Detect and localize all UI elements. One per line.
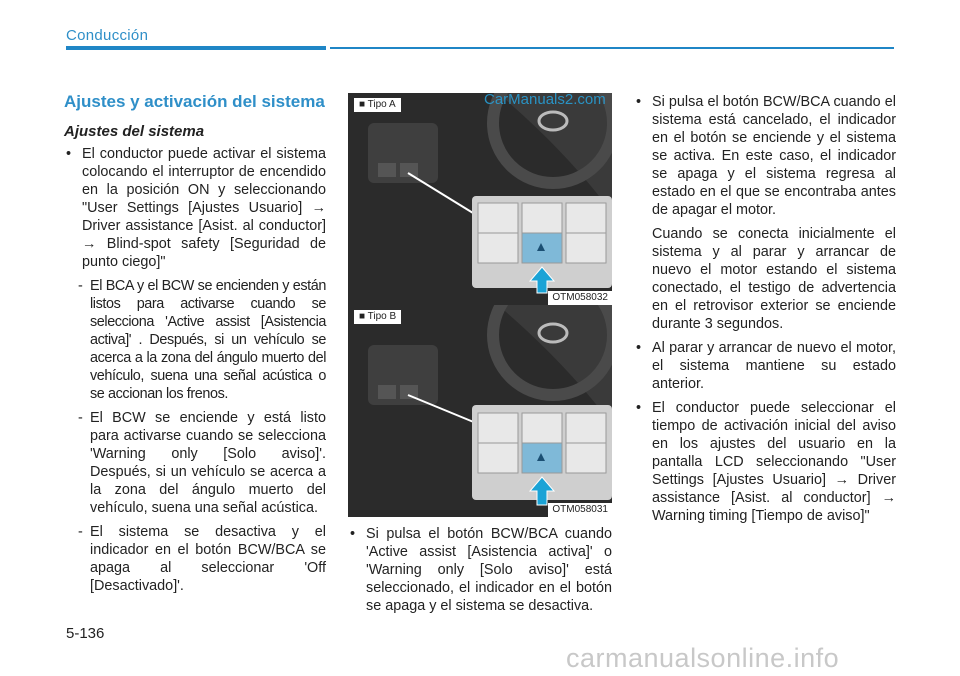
dashboard-button-illustration-a [348,93,612,305]
dashboard-button-illustration-b [348,305,612,517]
figure-type-a [348,93,612,305]
subheading-system-settings: Ajustes del sistema [64,123,205,140]
figure-label-type-b: ■ Tipo B [354,310,401,324]
column-left [64,93,326,601]
list-item: • Si pulsa el botón BCW/BCA cuando el sistema está cancelado, el indicador en el botón se enciende y el sistema se activa. En este caso, el indicador se apaga y el sistema regresa al estado en el que se encontraba antes de apagar el motor. [634,93,896,219]
list-item: • Si pulsa el botón BCW/BCA cuando 'Active assist [Asistencia activa]' o 'Warning only [Solo aviso]' está seleccionado, el indicador en el botón se apaga y el sistema se desactiva. [348,525,612,615]
list-item: • El conductor puede seleccionar el tiempo de activación inicial del aviso en los ajustes del usuario en la pantalla LCD seleccionando "User Settings [Ajustes Usuario] → Driver assistance [Asist. al conductor] → Warning timing [Tiempo de aviso]" [634,399,896,525]
header-rule-thick [66,46,326,50]
paragraph: Cuando se conecta inicialmente el sistema y al parar y arrancar de nuevo el motor estando el sistema conectado, el testigo de advertencia en el retrovisor exterior se enciende durante 3 segundos. [652,226,896,332]
watermark-bottom: carmanualsonline.info [566,643,840,673]
list-item: • Al parar y arrancar de nuevo el motor, el sistema mantiene su estado anterior. [634,339,896,393]
list-item: - El BCW se enciende y está listo para activarse cuando se selecciona 'Warning only [Solo aviso]'. Después, si un vehículo se acerca a la zona del ángulo muerto del vehículo, suena una señal acústica. [64,409,326,517]
column-right [634,93,896,531]
figure-code-a: OTM058032 [548,291,612,305]
list-item: • El conductor puede activar el sistema colocando el interruptor de encendido en la posición ON y seleccionando "User Settings [Ajustes Usuario] → Driver assistance [Asist. al conductor] → Blind-spot safety [Seguridad de punto ciego]" [64,145,326,271]
list-item: - El BCA y el BCW se encienden y están listos para activarse cuando se selecciona 'Active assist [Asistencia activa]' . Después, si un vehículo se acerca a la zona del ángulo muerto del vehículo, suena una señal acústica o se accionan los frenos. [64,277,326,403]
page-number: 5-136 [66,625,105,642]
header-rule-thin [330,47,894,49]
column-middle [348,93,612,621]
figure-code-b: OTM058031 [548,503,612,517]
section-title: Conducción [66,27,149,44]
figure-label-type-a: ■ Tipo A [354,98,401,112]
figure-type-b [348,305,612,517]
watermark-top: CarManuals2.com [484,91,606,108]
list-item: - El sistema se desactiva y el indicador en el botón BCW/BCA se apaga al seleccionar 'Off [Desactivado]'. [64,523,326,595]
heading-settings-activation: Ajustes y activación del sistema [64,92,325,111]
